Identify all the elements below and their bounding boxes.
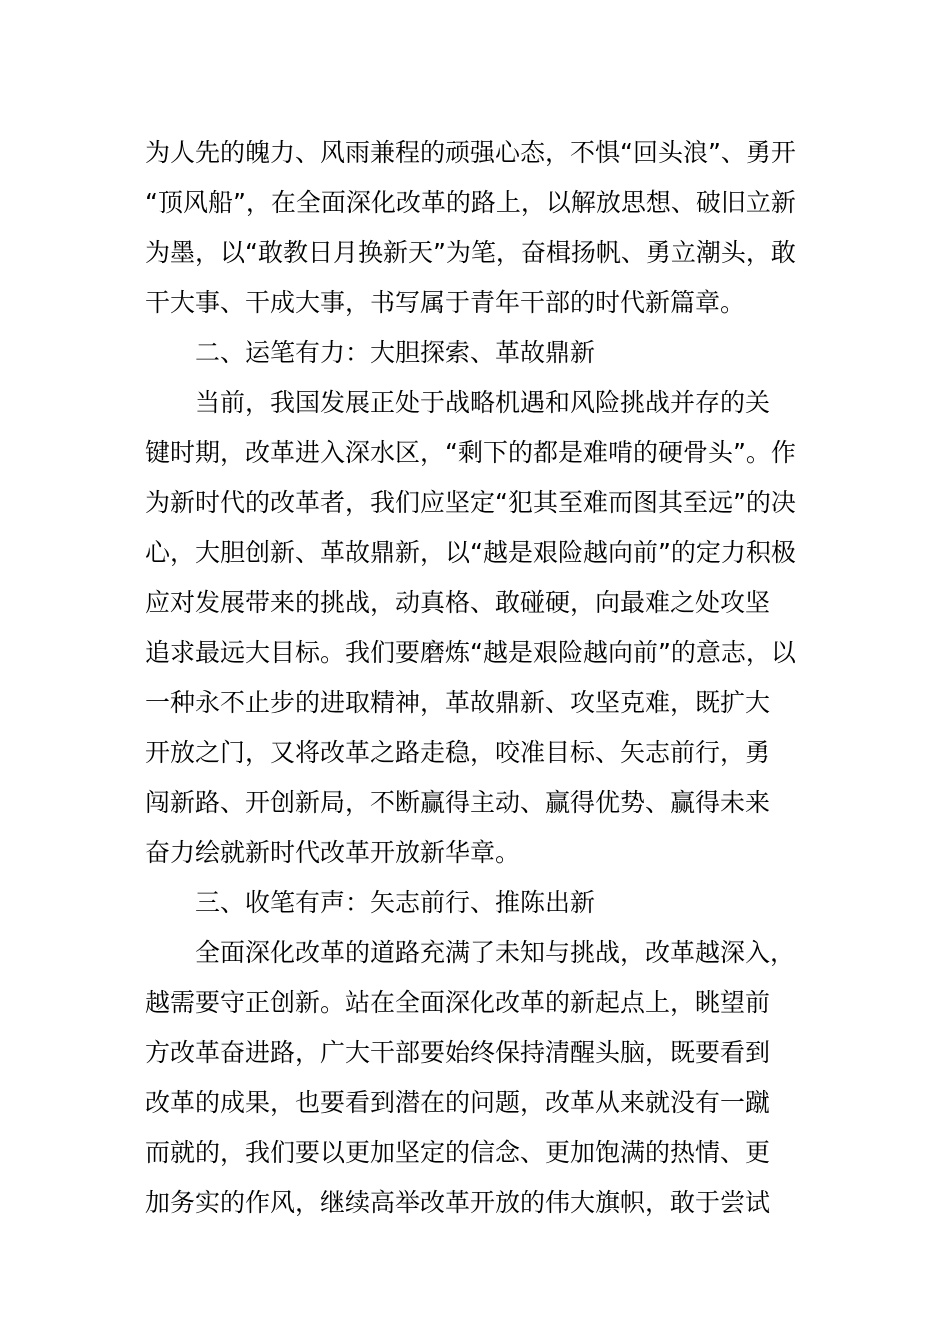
text-line: 追求最远大目标。我们要磨炼“越是艰险越向前”的意志，以: [145, 638, 796, 667]
text-line: 为墨，以“敢教日月换新天”为笔，奋楫扬帆、勇立潮头，敢: [145, 238, 796, 267]
text-line: 改革的成果，也要看到潜在的问题，改革从来就没有一蹴: [145, 1088, 771, 1117]
text-line: 当前，我国发展正处于战略机遇和风险挑战并存的关: [195, 388, 771, 417]
text-line: “顶风船”，在全面深化改革的路上，以解放思想、破旧立新: [145, 188, 796, 217]
text-line: 而就的，我们要以更加坚定的信念、更加饱满的热情、更: [145, 1138, 771, 1167]
section-heading: 二、运笔有力：大胆探索、革故鼎新: [195, 338, 596, 367]
text-line: 方改革奋进路，广大干部要始终保持清醒头脑，既要看到: [145, 1038, 771, 1067]
section-heading: 三、收笔有声：矢志前行、推陈出新: [195, 888, 596, 917]
body-text: [145, 128, 825, 1228]
text-line: 键时期，改革进入深水区，“剩下的都是难啃的硬骨头”。作: [145, 438, 796, 467]
text-line: 加务实的作风，继续高举改革开放的伟大旗帜，敢于尝试: [145, 1188, 771, 1217]
text-line: 为人先的魄力、风雨兼程的顽强心态，不惧“回头浪”、勇开: [145, 138, 796, 167]
text-line: 应对发展带来的挑战，动真格、敢碰硬，向最难之处攻坚: [145, 588, 771, 617]
text-line: 奋力绘就新时代改革开放新华章。: [145, 838, 521, 867]
text-line: 全面深化改革的道路充满了未知与挑战，改革越深入，: [195, 938, 796, 967]
text-line: 越需要守正创新。站在全面深化改革的新起点上，眺望前: [145, 988, 771, 1017]
text-line: 干大事、干成大事，书写属于青年干部的时代新篇章。: [145, 288, 746, 317]
text-line: 开放之门，又将改革之路走稳，咬准目标、矢志前行，勇: [145, 738, 771, 767]
text-line: 闯新路、开创新局，不断赢得主动、赢得优势、赢得未来: [145, 788, 771, 817]
text-line: 为新时代的改革者，我们应坚定“犯其至难而图其至远”的决: [145, 488, 796, 517]
text-line: 心，大胆创新、革故鼎新，以“越是艰险越向前”的定力积极: [145, 538, 796, 567]
text-line: 一种永不止步的进取精神，革故鼎新、攻坚克难，既扩大: [145, 688, 771, 717]
